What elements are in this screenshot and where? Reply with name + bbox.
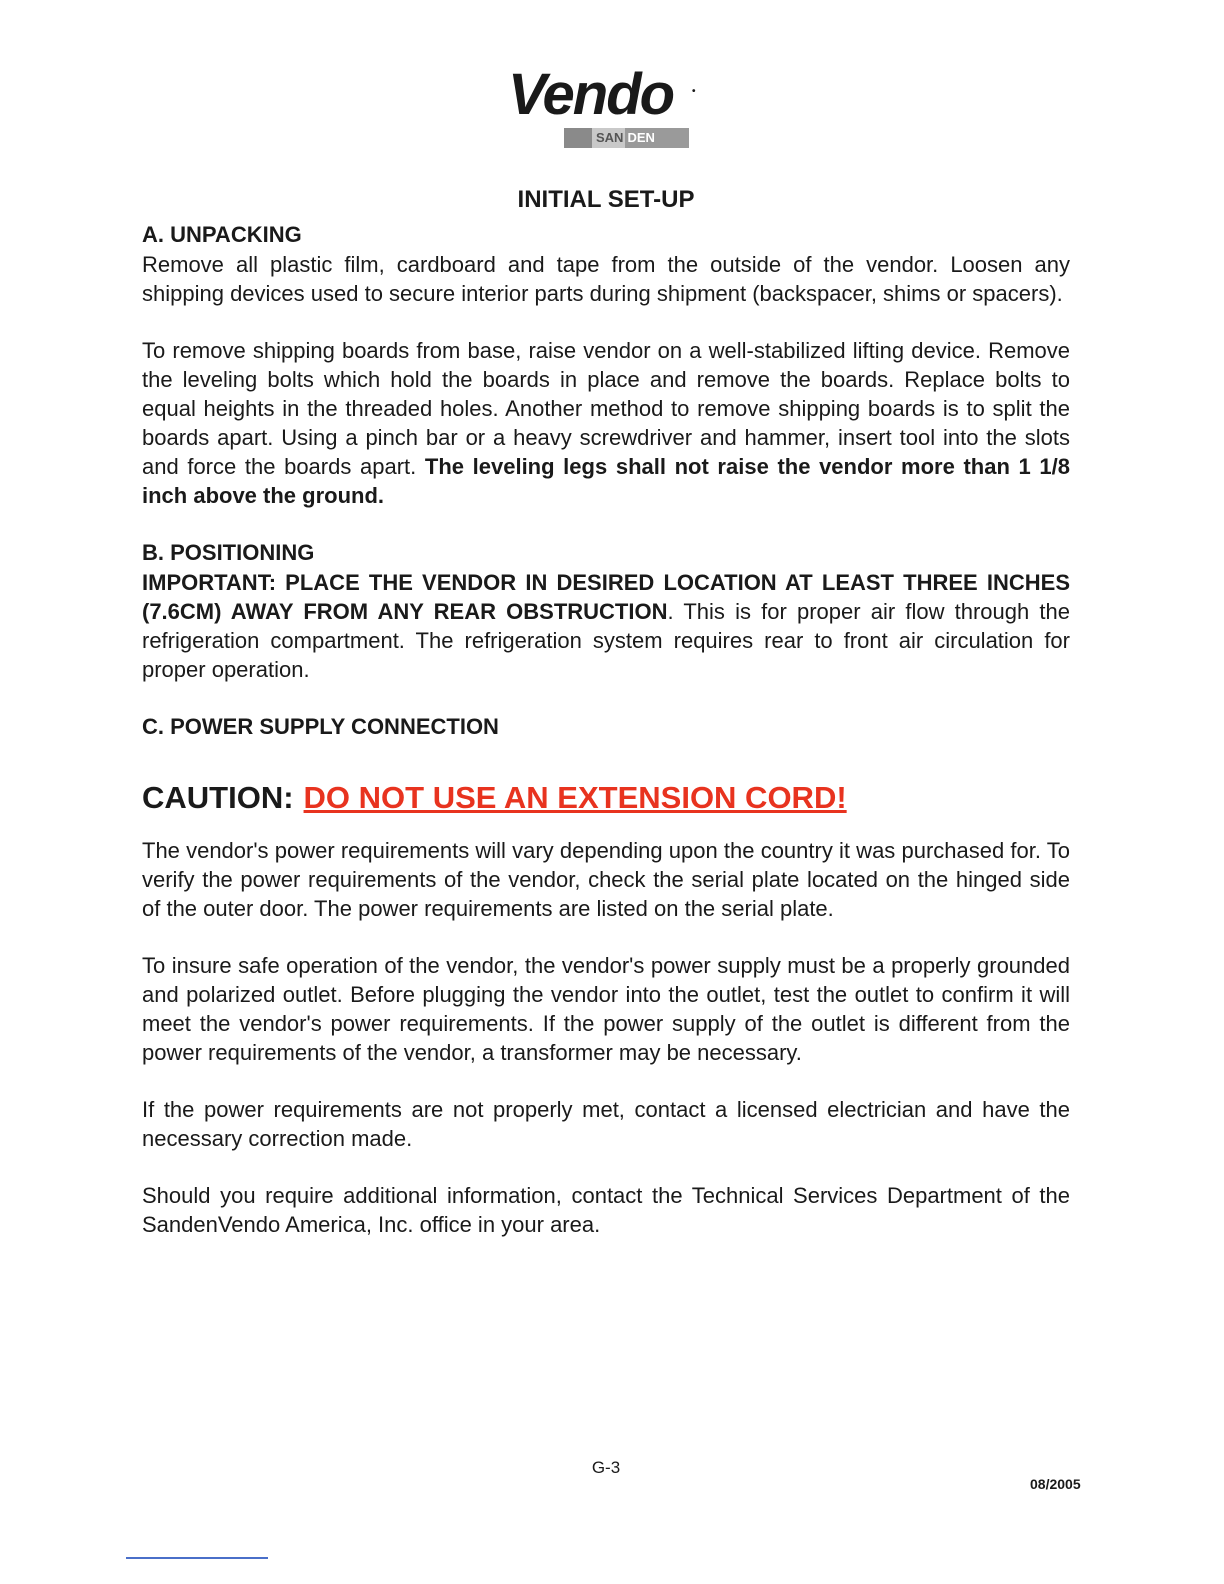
power-paragraph-4: Should you require additional information, contact the Technical Services Department of the SandenVendo America, Inc. office in your area.: [142, 1183, 1070, 1237]
vendo-sanden-logo: [508, 62, 708, 156]
caution-banner: [142, 778, 1070, 818]
positioning-important-text: IMPORTANT: PLACE THE VENDOR IN DESIRED LOCATION AT LEAST THREE INCHES (7.6CM) AWAY FROM ANY REAR OBSTRUCTION: [142, 570, 1070, 624]
unpacking-paragraph-1: Remove all plastic film, cardboard and tape from the outside of the vendor. Loosen any shipping devices used to secure interior parts during shipment (backspacer, shims or spacers).: [142, 252, 1070, 306]
section-heading-power-supply: C. POWER SUPPLY CONNECTION: [142, 714, 499, 739]
sanden-badge: [564, 128, 689, 148]
document-date: 08/2005: [1030, 1476, 1081, 1492]
document-body: [142, 186, 1070, 1239]
power-paragraph-1: The vendor's power requirements will vary depending upon the country it was purchased for. To verify the power requirements of the vendor, check the serial plate located on the hinged side of the outer door. The power requirements are listed on the serial plate.: [142, 838, 1070, 921]
section-heading-positioning: B. POSITIONING: [142, 540, 315, 565]
positioning-text: . This is for proper air flow through the refrigeration compartment. The refrigeration system requires rear to front air circulation for proper operation.: [142, 599, 1070, 682]
page-title: INITIAL SET-UP: [517, 186, 695, 213]
leveling-legs-warning: The leveling legs shall not raise the vendor more than 1 1/8 inch above the ground.: [142, 454, 1070, 508]
sanden-mark-icon: [564, 128, 592, 148]
unpacking-paragraph-2: [142, 336, 1070, 510]
power-paragraph-3: If the power requirements are not properly met, contact a licensed electrician and have the necessary correction made.: [142, 1097, 1070, 1151]
page-number: G-3: [591, 1458, 621, 1477]
positioning-paragraph: [142, 568, 1070, 684]
sanden-san-text: SAN: [592, 128, 625, 148]
footer-rule: [126, 1557, 268, 1559]
section-heading-unpacking: A. UNPACKING: [142, 222, 302, 247]
sanden-den-text: DEN: [625, 128, 688, 148]
caution-label: CAUTION:: [142, 780, 294, 815]
registered-mark: •: [692, 86, 696, 97]
unpacking-paragraph-2-text: To remove shipping boards from base, raise vendor on a well-stabilized lifting device. Remove the leveling bolts which hold the boards in place and remove the boards. Replace bolts to equal heights in the threaded holes. Another method to remove shipping boards is to split the boards apart. Using a pinch bar or a heavy screwdriver and hammer, insert tool into the slots and force the boards apart.: [142, 338, 1070, 479]
caution-warning-text: DO NOT USE AN EXTENSION CORD!: [303, 780, 847, 815]
brand-wordmark: Vendo: [508, 62, 674, 127]
power-paragraph-2: To insure safe operation of the vendor, the vendor's power supply must be a properly grounded and polarized outlet. Before plugging the vendor into the outlet, test the outlet to confirm it will meet the vendor's power requirements. If the power supply of the outlet is different from the power requirements of the vendor, a transformer may be necessary.: [142, 953, 1070, 1065]
